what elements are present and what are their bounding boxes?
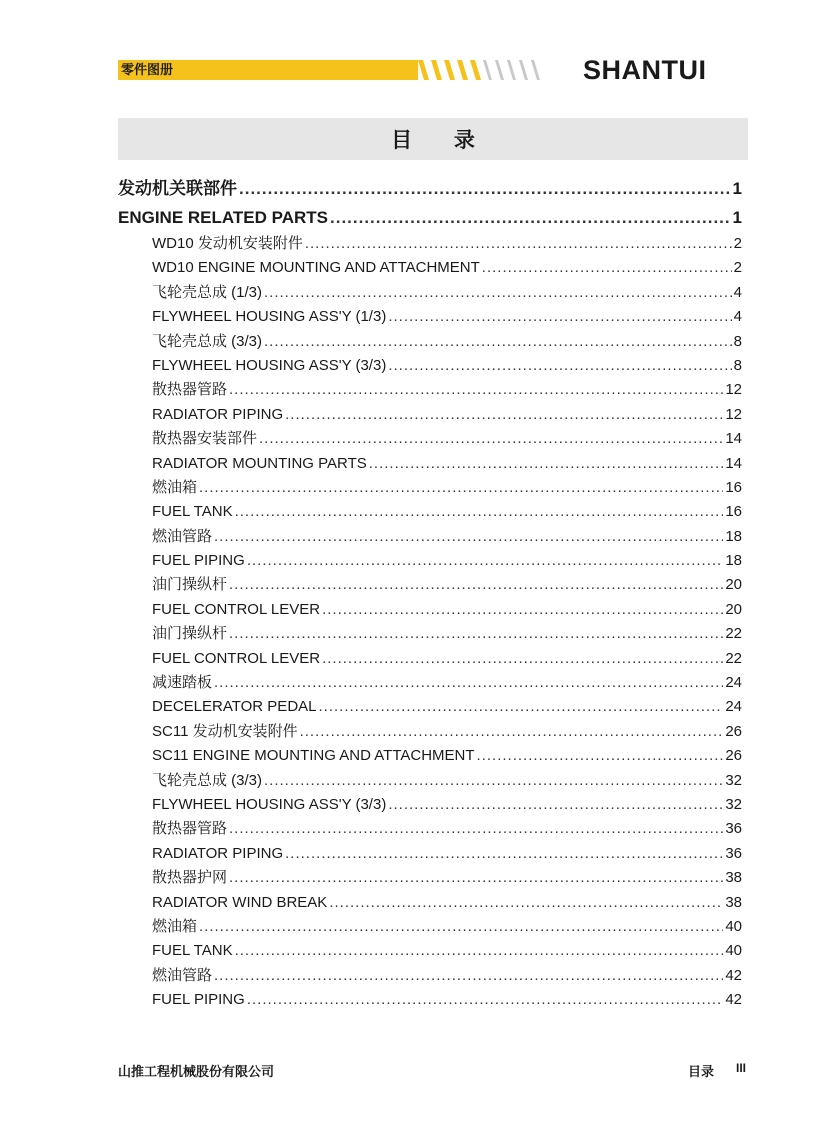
toc-entry-page: 12 xyxy=(725,405,742,423)
toc-leader-dots xyxy=(214,964,723,988)
toc-leader-dots xyxy=(229,573,723,597)
toc-entry-page: 32 xyxy=(725,795,742,813)
toc-entry-page: 40 xyxy=(725,942,742,960)
toc-entry-label: RADIATOR WIND BREAK xyxy=(152,893,328,911)
toc-leader-dots xyxy=(322,598,723,622)
toc-entry-label: FLYWHEEL HOUSING ASS'Y (3/3) xyxy=(152,795,387,813)
toc-entry-label: FUEL PIPING xyxy=(152,991,245,1009)
toc-leader-dots xyxy=(264,769,723,793)
footer-page-number: III xyxy=(736,1061,747,1075)
toc-entry-label: RADIATOR PIPING xyxy=(152,405,284,423)
toc-entry-page: 24 xyxy=(725,698,742,716)
toc-leader-dots xyxy=(235,939,724,963)
toc-entry-page: 36 xyxy=(725,844,742,862)
toc-entry[interactable] xyxy=(118,793,742,817)
toc-entry-page: 22 xyxy=(725,625,742,643)
toc-entry[interactable] xyxy=(118,915,742,939)
toc-entry[interactable] xyxy=(118,964,742,988)
toc-leader-dots xyxy=(229,817,723,841)
toc-entry-label: 散热器安装部件 xyxy=(152,430,258,448)
toc-leader-dots xyxy=(247,988,724,1012)
toc-leader-dots xyxy=(388,793,723,817)
toc-entry[interactable] xyxy=(118,573,742,597)
toc-leader-dots xyxy=(199,915,723,939)
toc-entry-page: 14 xyxy=(725,430,742,448)
toc-entry[interactable] xyxy=(118,622,742,646)
toc-entry-page: 36 xyxy=(725,820,742,838)
toc-leader-dots xyxy=(247,549,724,573)
toc-leader-dots xyxy=(300,720,724,744)
toc-entry-page: 38 xyxy=(725,869,742,887)
toc-entry[interactable] xyxy=(118,427,742,451)
toc-entry[interactable] xyxy=(118,744,742,768)
toc-entry[interactable] xyxy=(118,500,742,524)
toc-entry-label: 飞轮壳总成 (3/3) xyxy=(152,771,263,789)
toc-entry-label: SC11 发动机安装附件 xyxy=(152,722,298,740)
toc-entry-page: 1 xyxy=(732,179,742,198)
toc-leader-dots xyxy=(239,174,731,203)
toc-leader-dots xyxy=(235,500,724,524)
toc-entry[interactable] xyxy=(118,305,742,329)
toc-entry-label: 燃油箱 xyxy=(152,478,198,496)
toc-entry-label: SC11 ENGINE MOUNTING AND ATTACHMENT xyxy=(152,747,475,765)
toc-entry[interactable] xyxy=(118,598,742,622)
toc-entry[interactable] xyxy=(118,695,742,719)
toc-entry-label: 散热器管路 xyxy=(152,820,228,838)
footer-company: 山推工程机械股份有限公司 xyxy=(118,1064,275,1079)
toc-leader-dots xyxy=(305,232,732,256)
toc-leader-dots xyxy=(229,866,723,890)
toc-entry[interactable] xyxy=(118,476,742,500)
toc-entry-page: 2 xyxy=(733,259,742,277)
toc-entry-page: 26 xyxy=(725,722,742,740)
toc-entry-label: 散热器护网 xyxy=(152,869,228,887)
toc-leader-dots xyxy=(199,476,723,500)
toc-entry-label: RADIATOR PIPING xyxy=(152,844,284,862)
toc-entry-label: 油门操纵杆 xyxy=(152,576,228,594)
toc-entry-page: 38 xyxy=(725,893,742,911)
toc-leader-dots xyxy=(369,452,724,476)
toc-entry[interactable] xyxy=(118,842,742,866)
toc-entry[interactable] xyxy=(118,720,742,744)
toc-entry-page: 8 xyxy=(733,356,742,374)
toc-entry-label: FLYWHEEL HOUSING ASS'Y (3/3) xyxy=(152,356,387,374)
toc-entry[interactable] xyxy=(118,256,742,280)
toc-entry[interactable] xyxy=(118,525,742,549)
toc-entry[interactable] xyxy=(118,378,742,402)
toc-leader-dots xyxy=(229,622,723,646)
toc-leader-dots xyxy=(482,256,732,280)
toc-entry-label: FUEL CONTROL LEVER xyxy=(152,600,321,618)
toc-entry-label: 飞轮壳总成 (3/3) xyxy=(152,332,263,350)
toc-entry-label: 燃油管路 xyxy=(152,527,213,545)
toc-entry-label: WD10 发动机安装附件 xyxy=(152,235,303,252)
toc-entry-page: 4 xyxy=(733,308,742,326)
toc-entry[interactable] xyxy=(118,232,742,256)
toc-entry[interactable] xyxy=(118,647,742,671)
toc-leader-dots xyxy=(319,695,724,719)
toc-leader-dots xyxy=(329,891,723,915)
toc-entry-page: 4 xyxy=(733,283,742,301)
header-section-label: 零件图册 xyxy=(121,62,174,77)
toc-leader-dots xyxy=(330,203,731,232)
toc-leader-dots xyxy=(388,305,731,329)
toc-entry-page: 42 xyxy=(725,991,742,1009)
toc-entry-page: 12 xyxy=(725,381,742,399)
toc-entry[interactable] xyxy=(118,330,742,354)
toc-entry-label: DECELERATOR PEDAL xyxy=(152,698,317,716)
toc-entry-label: 减速踏板 xyxy=(152,674,213,692)
toc-entry-page: 16 xyxy=(725,478,742,496)
toc-leader-dots xyxy=(285,842,723,866)
toc-entry[interactable] xyxy=(118,671,742,695)
toc-entry[interactable] xyxy=(118,354,742,378)
toc-entry-page: 40 xyxy=(725,917,742,935)
toc-leader-dots xyxy=(322,647,723,671)
header-stripes-decoration xyxy=(392,58,552,82)
footer-section: 目录 xyxy=(688,1064,715,1079)
toc-leader-dots xyxy=(264,281,732,305)
toc-entry-label: ENGINE RELATED PARTS xyxy=(118,208,328,227)
toc-entry[interactable] xyxy=(118,817,742,841)
toc-entry-label: FUEL TANK xyxy=(152,942,233,960)
toc-leader-dots xyxy=(285,403,723,427)
toc-entry-page: 22 xyxy=(725,649,742,667)
toc-leader-dots xyxy=(388,354,731,378)
toc-entry-label: 燃油箱 xyxy=(152,917,198,935)
toc-entry-label: FUEL TANK xyxy=(152,503,233,521)
toc-entry[interactable] xyxy=(118,452,742,476)
toc-entry-label: WD10 ENGINE MOUNTING AND ATTACHMENT xyxy=(152,259,480,277)
toc-entry-page: 8 xyxy=(733,332,742,350)
toc-entry[interactable] xyxy=(118,769,742,793)
toc-entry-label: FLYWHEEL HOUSING ASS'Y (1/3) xyxy=(152,308,387,326)
page-title: 目 录 xyxy=(391,129,493,152)
toc-entry[interactable] xyxy=(118,939,742,963)
toc-entry-label: FUEL CONTROL LEVER xyxy=(152,649,321,667)
toc-entry-label: 发动机关联部件 xyxy=(118,179,237,198)
toc-entry[interactable] xyxy=(118,988,742,1012)
toc-entry-page: 20 xyxy=(725,576,742,594)
toc-entry-label: FUEL PIPING xyxy=(152,552,245,570)
toc-entry-page: 18 xyxy=(725,552,742,570)
toc-entry-label: 油门操纵杆 xyxy=(152,625,228,643)
toc-title-bar xyxy=(118,118,748,160)
toc-entry[interactable] xyxy=(118,203,742,232)
toc-entry[interactable] xyxy=(118,174,742,203)
toc-leader-dots xyxy=(477,744,724,768)
toc-entry[interactable] xyxy=(118,866,742,890)
toc-entry-page: 2 xyxy=(733,235,742,252)
toc-entry-page: 32 xyxy=(725,771,742,789)
toc-entry-page: 14 xyxy=(725,454,742,472)
toc-entry-label: RADIATOR MOUNTING PARTS xyxy=(152,454,367,472)
table-of-contents xyxy=(118,174,742,1013)
toc-entry[interactable] xyxy=(118,891,742,915)
toc-entry[interactable] xyxy=(118,403,742,427)
toc-entry-page: 16 xyxy=(725,503,742,521)
toc-entry-label: 飞轮壳总成 (1/3) xyxy=(152,283,263,301)
toc-leader-dots xyxy=(259,427,723,451)
toc-leader-dots xyxy=(264,330,732,354)
toc-leader-dots xyxy=(214,525,723,549)
toc-entry-page: 18 xyxy=(725,527,742,545)
toc-entry[interactable] xyxy=(118,549,742,573)
toc-entry[interactable] xyxy=(118,281,742,305)
toc-entry-page: 42 xyxy=(725,966,742,984)
toc-entry-label: 散热器管路 xyxy=(152,381,228,399)
shantui-logo: SHANTUI xyxy=(583,55,707,85)
toc-leader-dots xyxy=(214,671,723,695)
toc-entry-page: 26 xyxy=(725,747,742,765)
toc-entry-label: 燃油管路 xyxy=(152,966,213,984)
toc-leader-dots xyxy=(229,378,723,402)
toc-entry-page: 20 xyxy=(725,600,742,618)
toc-entry-page: 24 xyxy=(725,674,742,692)
toc-entry-page: 1 xyxy=(732,208,742,227)
